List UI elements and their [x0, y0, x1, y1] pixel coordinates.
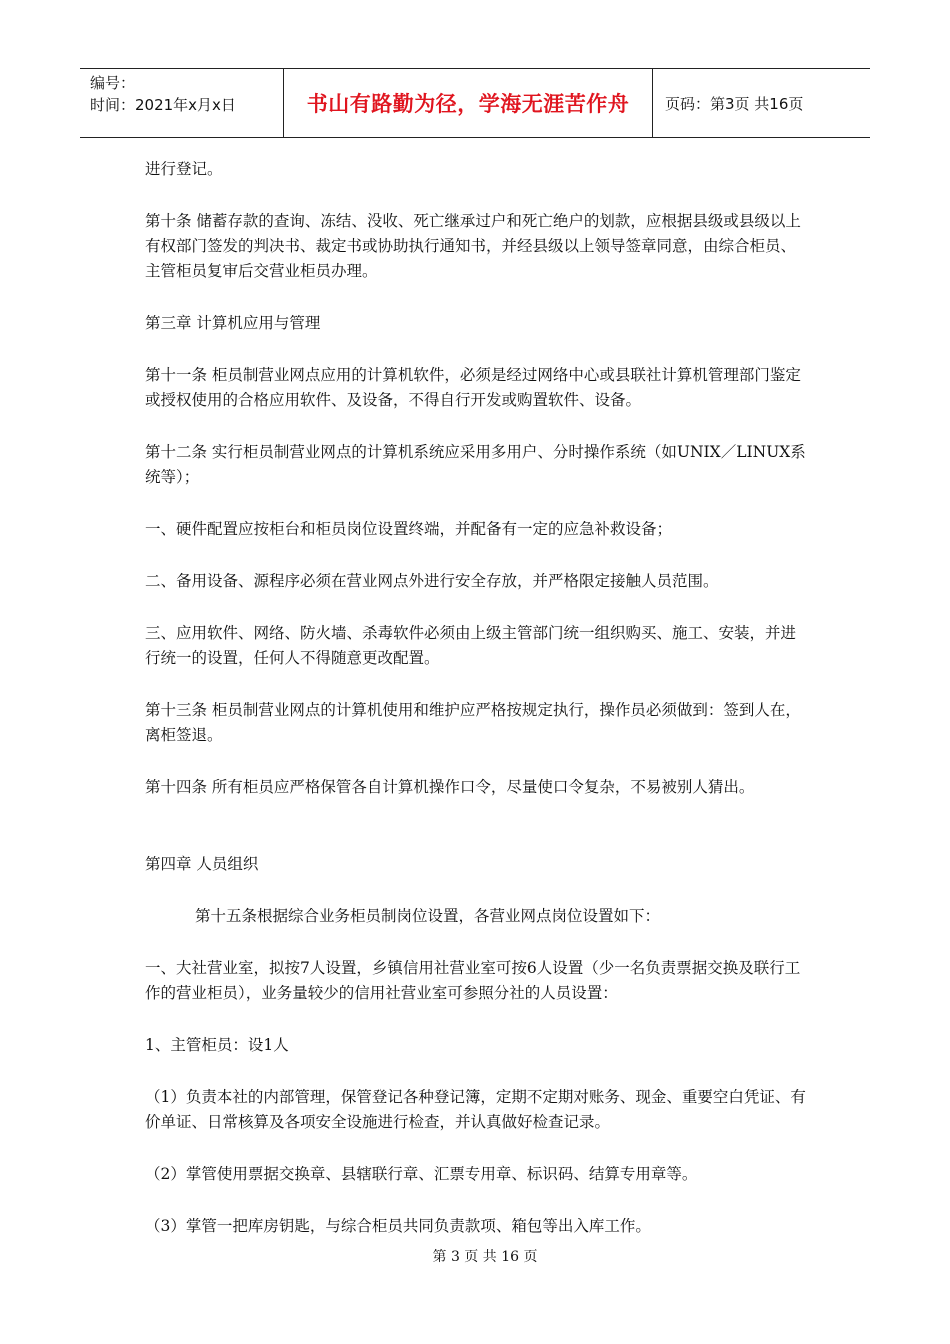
article-15: 第十五条根据综合业务柜员制岗位设置，各营业网点岗位设置如下：: [195, 907, 661, 925]
chapter-4-heading: 第四章 人员组织: [145, 855, 259, 873]
article-14: 第十四条 所有柜员应严格保管各自计算机操作口令，尽量使口令复杂，不易被别人猜出。: [145, 778, 755, 796]
chapter-3-heading: 第三章 计算机应用与管理: [145, 314, 321, 332]
item-main-office: 一、大社营业室，拟按7人设置，乡镇信用社营业室可按6人设置（少一名负责票据交换及联行工作的营业柜员），业务量较少的信用社营业室可参照分社的人员设置：: [145, 959, 801, 1002]
item-backup: 二、备用设备、源程序必须在营业网点外进行安全存放，并严格限定接触人员范围。: [145, 572, 719, 590]
document-time-label: 时间：2021年x月x日: [90, 96, 236, 114]
page-footer: 第 3 页 共 16 页: [432, 1249, 538, 1265]
page-header: [80, 68, 870, 138]
duty-3: （3）掌管一把库房钥匙，与综合柜员共同负责款项、箱包等出入库工作。: [145, 1217, 651, 1235]
duty-1: （1）负责本社的内部管理，保管登记各种登记簿，定期不定期对账务、现金、重要空白凭证、有价单证、日常核算及各项安全设施进行检查，并认真做好检查记录。: [145, 1088, 806, 1131]
header-meta: [80, 69, 283, 137]
duty-2: （2）掌管使用票据交换章、县辖联行章、汇票专用章、标识码、结算专用章等。: [145, 1165, 698, 1183]
item-hardware: 一、硬件配置应按柜台和柜员岗位设置终端，并配备有一定的应急补救设备；: [145, 520, 673, 538]
article-10: 第十条 储蓄存款的查询、冻结、没收、死亡继承过户和死亡绝户的划款，应根据县级或县级以上有权部门签发的判决书、裁定书或协助执行通知书，并经县级以上领导签章同意，由综合柜员、主管柜员复审后交营业柜员办理。: [145, 212, 801, 280]
header-page-label: 页码：第3页 共16页: [665, 94, 804, 113]
item-software: 三、应用软件、网络、防火墙、杀毒软件必须由上级主管部门统一组织购买、施工、安装，并进行统一的设置，任何人不得随意更改配置。: [145, 624, 797, 667]
paragraph-continued: 进行登记。: [145, 160, 223, 178]
article-11: 第十一条 柜员制营业网点应用的计算机软件，必须是经过网络中心或县联社计算机管理部门鉴定或授权使用的合格应用软件、及设备，不得自行开发或购置软件、设备。: [145, 366, 801, 409]
header-motto: 书山有路勤为径，学海无涯苦作舟: [283, 69, 653, 137]
article-13: 第十三条 柜员制营业网点的计算机使用和维护应严格按规定执行，操作员必须做到：签到人在，离柜签退。: [145, 701, 801, 744]
article-12: 第十二条 实行柜员制营业网点的计算机系统应采用多用户、分时操作系统（如UNIX／LINUX系统等）；: [145, 443, 806, 486]
item-supervisor-teller: 1、主管柜员：设1人: [145, 1036, 289, 1054]
document-number-label: 编号：: [90, 74, 136, 92]
document-body: [145, 150, 807, 1239]
